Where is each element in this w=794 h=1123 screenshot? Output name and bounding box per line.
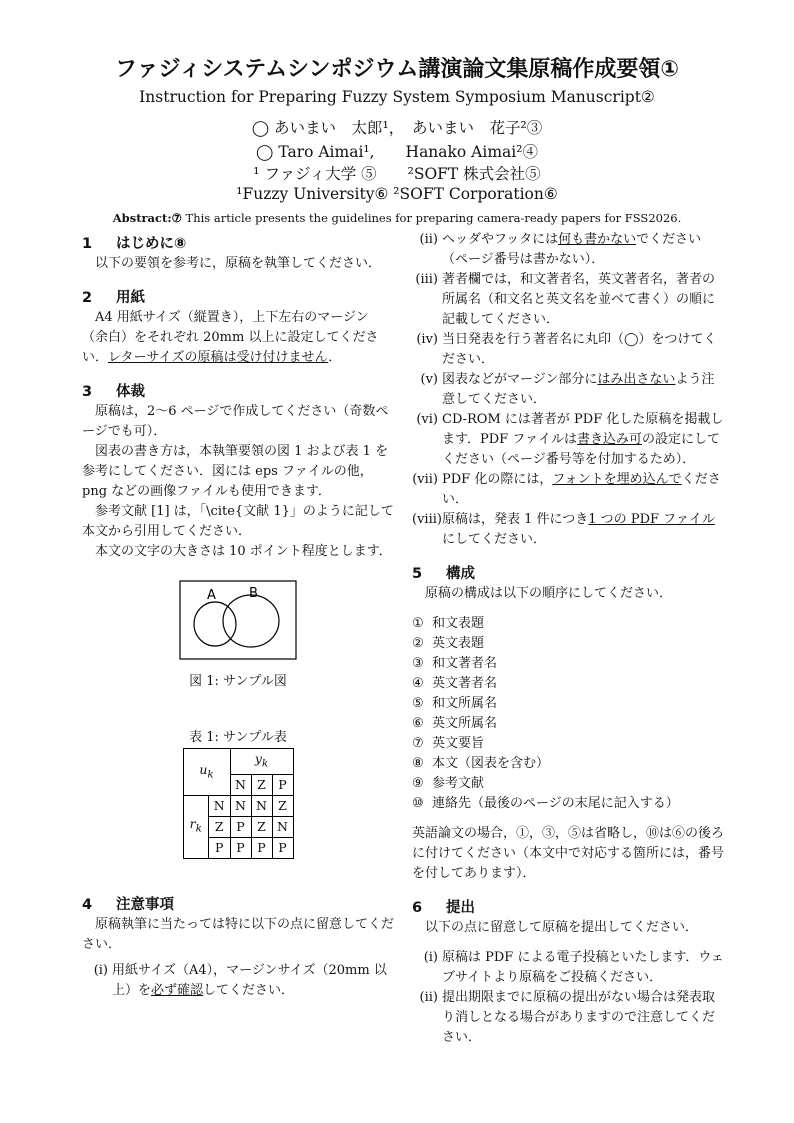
table-cell: N (251, 795, 272, 816)
list-item: (vi) CD-ROM には著者が PDF 化した原稿を掲載します．PDF ファイルは書き込み可の設定にしてください（ページ番号等を付加するため）． (416, 412, 724, 467)
section-1-body: 以下の要領を参考に，原稿を執筆してください． (95, 256, 382, 271)
table-cell: P (272, 837, 293, 858)
section-3-heading: 3 体裁 (82, 384, 145, 400)
table-row-label: Z (209, 816, 230, 837)
authors-en: ◯ Taro Aimai¹, Hanako Aimai²④ (256, 143, 538, 161)
structure-list (412, 614, 724, 814)
list-item: ⑩ 連絡先（最後のページの末尾に記入する） (412, 796, 679, 811)
section-3-paragraph: 図表の書き方は，本執筆要領の図 1 および表 1 を参考にしてください．図には eps ファイルの他，png などの画像ファイルも使用できます． (82, 444, 389, 499)
list-item: (i) 用紙サイズ（A4），マージンサイズ（20mm 以上）を必ず確認してください． (93, 962, 387, 998)
list-item: (vii) PDF 化の際には，フォントを埋め込んでください． (412, 472, 721, 507)
notes-list-right (412, 230, 724, 550)
table-cell: P (251, 837, 272, 858)
section-5-heading: 5 構成 (412, 566, 475, 582)
table-cell: N (272, 816, 293, 837)
section-5-intro: 原稿の構成は以下の順序にしてください． (425, 586, 673, 601)
section-3-paragraph: 原稿は，2〜6 ページで作成してください（奇数ページでも可）． (82, 404, 389, 439)
abstract-label: Abstract:⑦ (112, 211, 182, 225)
list-item: (ii) 提出期限までに原稿の提出がない場合は発表取り消しとなる場合がありますので注意してください． (419, 990, 716, 1045)
venn-label-b: B (249, 586, 258, 601)
table-row-label: N (209, 795, 230, 816)
authors-ja: ◯ あいまい 太郎¹， あいまい 花子²③ (251, 119, 543, 137)
table-col-label: N (230, 774, 251, 795)
abstract (0, 211, 794, 225)
section-2-body: A4 用紙サイズ（縦置き），上下左右のマージン（余白）をそれぞれ 20mm 以上に設定してください．レターサイズの原稿は受け付けません． (82, 310, 379, 365)
notes-list-left (82, 961, 394, 1001)
table-row-var: $r_k$ (183, 795, 209, 858)
submission-list (412, 948, 724, 1048)
list-item: ⑦ 英文要旨 (412, 736, 485, 751)
table-col-header: $y_k$ (230, 749, 293, 775)
list-item: (i) 原稿は PDF による電子投稿といたします．ウェブサイトより原稿をご投稿ください． (423, 950, 724, 985)
section-4-heading: 4 注意事項 (82, 896, 174, 913)
sample-table (183, 748, 294, 859)
venn-diagram (179, 580, 297, 660)
table-caption: 表 1: サンプル表 (189, 730, 287, 745)
table-cell: Z (251, 816, 272, 837)
list-item: ③ 和文著者名 (412, 656, 498, 671)
table-cell: P (230, 837, 251, 858)
list-item: ⑨ 参考文献 (412, 776, 485, 791)
venn-set-a (194, 602, 236, 646)
table-col-label: P (272, 774, 293, 795)
paper-title-ja: ファジィシステムシンポジウム講演論文集原稿作成要領① (115, 57, 679, 82)
table-cell: P (230, 816, 251, 837)
list-item: ⑥ 英文所属名 (412, 716, 498, 731)
affiliations-en: ¹Fuzzy University⑥ ²SOFT Corporation⑥ (236, 185, 558, 203)
list-item: (iii) 著者欄では，和文著者名，英文著者名，著者の所属名（和文名と英文名を並べて書く）の順に記載してください． (415, 272, 716, 327)
section-6-intro: 以下の点に留意して原稿を提出してください． (425, 920, 699, 935)
list-item: (viii) 原稿は，発表 1 件につき1 つの PDF ファイルにしてください． (412, 512, 715, 547)
right-column (412, 230, 724, 1048)
table-1 (82, 728, 394, 859)
table-col-label: Z (251, 774, 272, 795)
section-1-heading: 1 はじめに⑧ (82, 236, 187, 252)
list-item: (iv) 当日発表を行う著者名に丸印（◯）をつけてください． (416, 332, 717, 367)
table-cell: N (230, 795, 251, 816)
section-3-paragraph: 参考文献 [1] は，「\cite{文献 1}」のように記して本文から引用してください． (82, 504, 394, 539)
list-item: ② 英文表題 (412, 636, 485, 651)
table-row-header: $u_k$ (183, 749, 230, 796)
section-4-intro: 原稿執筆に当たっては特に以下の点に留意してください． (82, 916, 395, 952)
left-column (82, 230, 394, 1001)
figure-1 (82, 580, 394, 692)
list-item: ⑧ 本文（図表を含む） (412, 756, 550, 771)
list-item: ⑤ 和文所属名 (412, 696, 498, 711)
section-2-heading: 2 用紙 (82, 290, 145, 306)
section-3-paragraph: 本文の文字の大きさは 10 ポイント程度とします． (95, 544, 392, 559)
table-cell: Z (272, 795, 293, 816)
section-5-outro: 英語論文の場合，①，③，⑤は省略し，⑩は⑥の後ろに付けてください（本文中で対応する箇所には，番号を付してあります）． (412, 826, 725, 881)
affiliations-ja: ¹ ファジィ大学 ⑤ ²SOFT 株式会社⑤ (253, 165, 541, 183)
paper-title-en: Instruction for Preparing Fuzzy System Symposium Manuscript② (139, 88, 655, 106)
section-6-heading: 6 提出 (412, 900, 475, 916)
list-item: ① 和文表題 (412, 616, 485, 631)
table-row-label: P (209, 837, 230, 858)
venn-set-b (223, 595, 279, 647)
figure-caption: 図 1: サンプル図 (189, 674, 287, 689)
list-item: (ii) ヘッダやフッタには何も書かないでください（ページ番号は書かない）． (419, 232, 702, 267)
list-item: (v) 図表などがマージン部分にはみ出さないよう注意してください． (420, 372, 715, 407)
abstract-text: This article presents the guidelines for preparing camera-ready papers for FSS2026. (185, 211, 682, 225)
venn-label-a: A (207, 588, 216, 603)
list-item: ④ 英文著者名 (412, 676, 498, 691)
